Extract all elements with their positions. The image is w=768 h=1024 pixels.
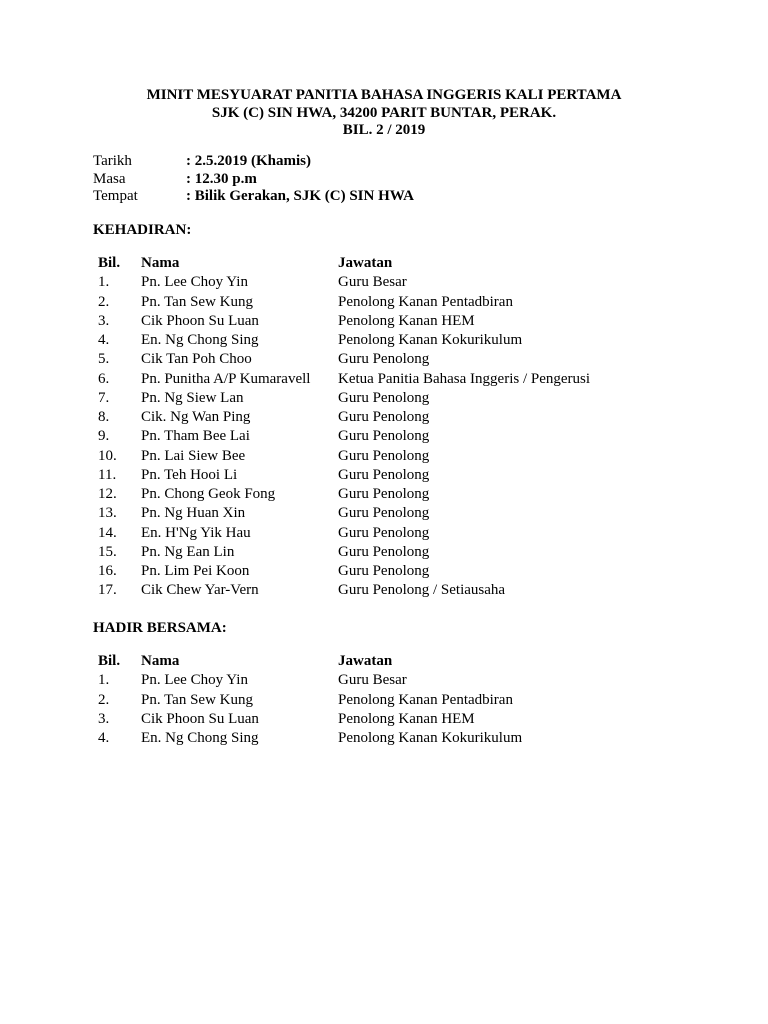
header-jawatan: Jawatan: [338, 653, 393, 669]
row-nama: Pn. Lee Choy Yin: [141, 672, 248, 689]
header-nama: Nama: [141, 255, 180, 271]
meta-row-tempat: [93, 188, 414, 206]
hadir-bersama-table: [93, 652, 738, 748]
masa-label: Masa: [93, 170, 126, 187]
kehadiran-table: [93, 254, 738, 601]
table-header: [93, 652, 738, 671]
row-nama: Cik. Ng Wan Ping: [141, 409, 251, 425]
row-bil: 2.: [98, 691, 110, 708]
table-row: [93, 389, 738, 408]
table-row: [93, 293, 738, 312]
row-jawatan: Guru Penolong: [338, 524, 430, 541]
masa-value: : 12.30 p.m: [186, 170, 257, 187]
row-nama: Cik Chew Yar-Vern: [141, 582, 259, 599]
row-jawatan: Penolong Kanan HEM: [338, 710, 475, 727]
row-nama: En. Ng Chong Sing: [141, 332, 259, 348]
hadir-bersama-heading: HADIR BERSAMA:: [93, 620, 227, 636]
row-bil: 10.: [98, 447, 117, 464]
table-row: [93, 427, 738, 446]
table-header: [93, 254, 738, 273]
table-row: [93, 524, 738, 543]
table-row: [93, 543, 738, 562]
header-jawatan: Jawatan: [338, 255, 393, 271]
table-row: [93, 485, 738, 504]
row-nama: Pn. Chong Geok Fong: [141, 486, 276, 502]
tempat-value: : Bilik Gerakan, SJK (C) SIN HWA: [186, 188, 414, 204]
title-line-2: SJK (C) SIN HWA, 34200 PARIT BUNTAR, PERAK.: [211, 104, 557, 121]
table-row: [93, 581, 738, 600]
kehadiran-heading: KEHADIRAN:: [93, 222, 192, 238]
row-nama: Cik Tan Poh Choo: [141, 351, 252, 368]
row-jawatan: Guru Penolong: [338, 466, 430, 483]
row-jawatan: Penolong Kanan Kokurikulum: [338, 332, 523, 348]
row-jawatan: Ketua Panitia Bahasa Inggeris / Pengerusi: [338, 370, 591, 387]
row-jawatan: Guru Besar: [338, 274, 407, 291]
row-nama: Pn. Tan Sew Kung: [141, 691, 254, 708]
table-row: [93, 671, 738, 690]
table-row: [93, 331, 738, 350]
tarikh-value: : 2.5.2019 (Khamis): [186, 153, 311, 169]
table-row: [93, 408, 738, 427]
row-bil: 4.: [98, 332, 110, 348]
row-jawatan: Guru Penolong: [338, 428, 430, 445]
document-title: [0, 87, 768, 140]
row-bil: 16.: [98, 563, 117, 579]
row-nama: Pn. Lai Siew Bee: [141, 447, 246, 464]
title-line-3: BIL. 2 / 2019: [342, 122, 426, 138]
row-nama: Pn. Lim Pei Koon: [141, 563, 250, 579]
row-jawatan: Guru Penolong: [338, 505, 430, 522]
table-row: [93, 562, 738, 581]
tarikh-label: Tarikh: [93, 153, 132, 169]
row-bil: 9.: [98, 428, 110, 445]
row-bil: 3.: [98, 312, 110, 329]
title-line-1: MINIT MESYUARAT PANITIA BAHASA INGGERIS KALI PERTAMA: [146, 87, 622, 103]
table-row: [93, 466, 738, 485]
row-bil: 17.: [98, 582, 117, 599]
row-jawatan: Guru Penolong: [338, 447, 430, 464]
row-jawatan: Guru Penolong / Setiausaha: [338, 582, 506, 599]
row-jawatan: Penolong Kanan Pentadbiran: [338, 691, 513, 708]
row-bil: 3.: [98, 710, 110, 727]
row-bil: 7.: [98, 389, 110, 406]
table-row: [93, 729, 738, 748]
header-bil: Bil.: [98, 653, 121, 669]
row-bil: 2.: [98, 293, 110, 310]
row-nama: Cik Phoon Su Luan: [141, 312, 259, 329]
row-nama: Pn. Lee Choy Yin: [141, 274, 248, 291]
row-nama: Cik Phoon Su Luan: [141, 710, 259, 727]
row-bil: 6.: [98, 370, 110, 387]
header-nama: Nama: [141, 653, 180, 669]
table-row: [93, 273, 738, 292]
table-row: [93, 691, 738, 710]
table-row: [93, 504, 738, 523]
row-nama: En. H'Ng Yik Hau: [141, 524, 251, 541]
table-row: [93, 710, 738, 729]
row-bil: 14.: [98, 524, 117, 541]
table-row: [93, 350, 738, 369]
row-bil: 11.: [98, 466, 117, 483]
tempat-label: Tempat: [93, 188, 138, 204]
meta-row-masa: [93, 171, 414, 189]
table-row: [93, 370, 738, 389]
table-row: [93, 447, 738, 466]
row-bil: 15.: [98, 543, 117, 560]
row-nama: Pn. Ng Huan Xin: [141, 505, 246, 522]
row-jawatan: Penolong Kanan HEM: [338, 312, 475, 329]
meeting-details: [93, 153, 414, 206]
row-jawatan: Guru Penolong: [338, 351, 430, 368]
row-bil: 5.: [98, 351, 110, 368]
row-nama: Pn. Tan Sew Kung: [141, 293, 254, 310]
row-nama: En. Ng Chong Sing: [141, 730, 259, 746]
row-jawatan: Guru Penolong: [338, 543, 430, 560]
row-nama: Pn. Ng Siew Lan: [141, 389, 244, 406]
row-nama: Pn. Punitha A/P Kumaravell: [141, 370, 311, 387]
row-bil: 13.: [98, 505, 117, 522]
row-jawatan: Penolong Kanan Pentadbiran: [338, 293, 513, 310]
row-jawatan: Guru Penolong: [338, 486, 430, 502]
row-nama: Pn. Tham Bee Lai: [141, 428, 250, 445]
row-jawatan: Penolong Kanan Kokurikulum: [338, 730, 523, 746]
row-bil: 8.: [98, 409, 110, 425]
row-bil: 12.: [98, 486, 117, 502]
row-jawatan: Guru Penolong: [338, 563, 430, 579]
row-bil: 1.: [98, 672, 110, 689]
table-row: [93, 312, 738, 331]
row-bil: 1.: [98, 274, 110, 291]
row-nama: Pn. Teh Hooi Li: [141, 466, 238, 483]
row-nama: Pn. Ng Ean Lin: [141, 543, 235, 560]
row-jawatan: Guru Penolong: [338, 389, 430, 406]
row-jawatan: Guru Besar: [338, 672, 407, 689]
meta-row-tarikh: [93, 153, 414, 171]
row-jawatan: Guru Penolong: [338, 409, 430, 425]
row-bil: 4.: [98, 730, 110, 746]
header-bil: Bil.: [98, 255, 121, 271]
